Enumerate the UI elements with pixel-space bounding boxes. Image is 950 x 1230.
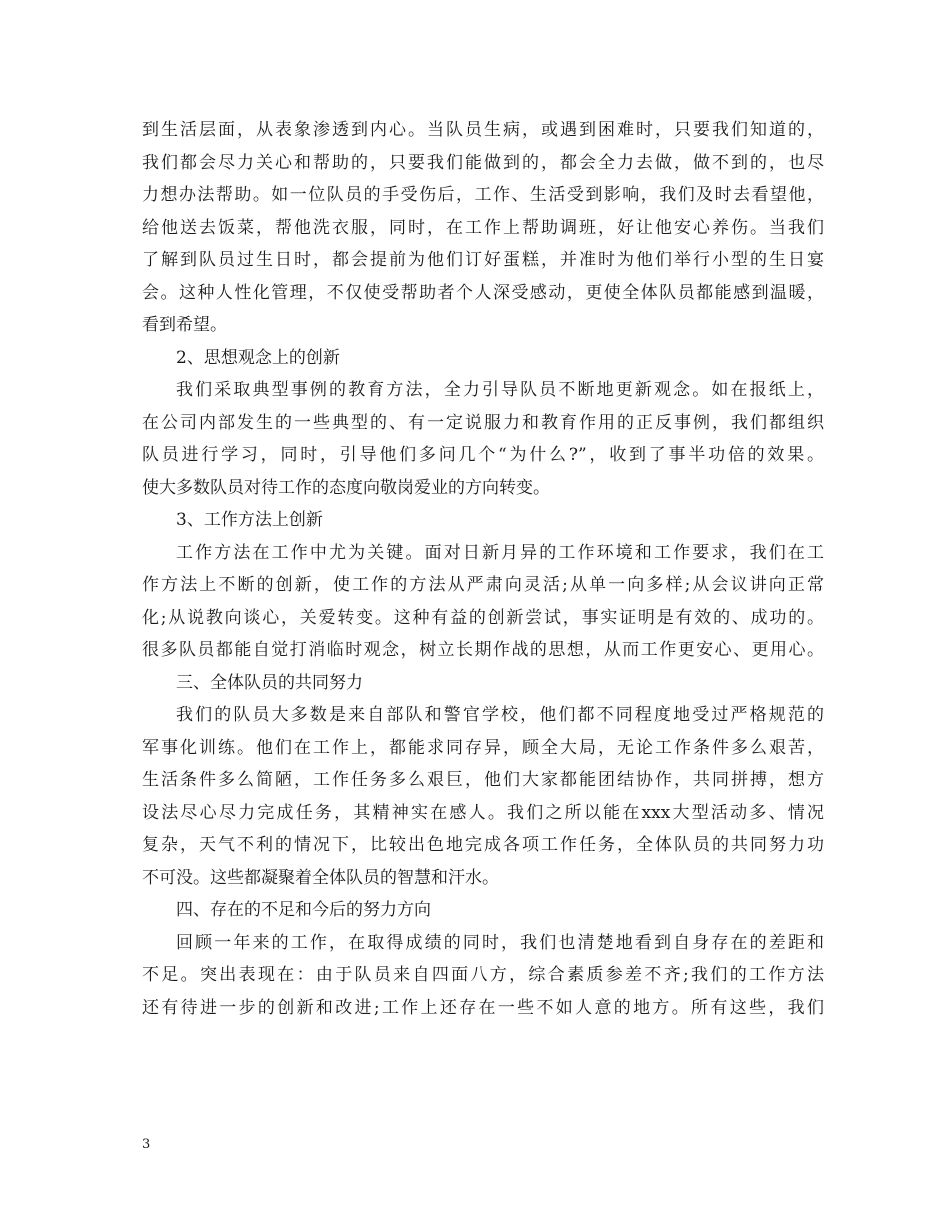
section-heading: 四、存在的不足和今后的努力方向 [176, 900, 431, 920]
text-line: 不可没。这些都凝聚着全体队员的智慧和汗水。 [142, 867, 499, 888]
text-line: 化;从说教向谈心，关爱转变。这种有益的创新尝试，事实证明是有效的、成功的。 [142, 607, 824, 628]
text-line: 了解到队员过生日时，都会提前为他们订好蛋糕，并准时为他们举行小型的生日宴 [142, 250, 824, 270]
text-line: 作方法上不断的创新，使工作的方法从严肃向灵活;从单一向多样;从会议讲向正常 [142, 575, 824, 595]
text-line: 看到希望。 [142, 315, 227, 335]
text-line: 工作方法在工作中尤为关键。面对日新月异的工作环境和工作要求，我们在工 [176, 542, 824, 563]
text-line: 力想办法帮助。如一位队员的手受伤后，工作、生活受到影响，我们及时去看望他， [142, 185, 824, 205]
text-line: 给他送去饭菜，帮他洗衣服，同时，在工作上帮助调班，好让他安心养伤。当我们 [142, 217, 824, 238]
text-line: 我们采取典型事例的教育方法，全力引导队员不断地更新观念。如在报纸上， [176, 380, 824, 400]
text-line: 会。这种人性化管理，不仅使受帮助者个人深受感动，更使全体队员都能感到温暖， [142, 282, 824, 303]
text-line: 复杂，天气不利的情况下，比较出色地完成各项工作任务，全体队员的共同努力功 [142, 835, 824, 855]
page-number: 3 [142, 1137, 151, 1152]
text-line: 很多队员都能自觉打消临时观念，树立长期作战的思想，从而工作更安心、更用心。 [142, 640, 824, 660]
text-line: 队员进行学习，同时，引导他们多问几个“为什么?”，收到了事半功倍的效果。 [142, 445, 824, 465]
text-line: 我们的队员大多数是来自部队和警官学校，他们都不同程度地受过严格规范的 [176, 705, 824, 725]
text-line: 生活条件多么简陋，工作任务多么艰巨，他们大家都能团结协作，共同拼搏，想方 [142, 770, 824, 790]
text-line: 使大多数队员对待工作的态度向敬岗爱业的方向转变。 [142, 477, 550, 498]
section-heading: 2、思想观念上的创新 [176, 347, 340, 368]
text-line: 军事化训练。他们在工作上，都能求同存异，顾全大局，无论工作条件多么艰苦， [142, 737, 824, 758]
text-line: 设法尽心尽力完成任务，其精神实在感人。我们之所以能在xxx大型活动多、情况 [142, 802, 824, 823]
text-line: 在公司内部发生的一些典型的、有一定说服力和教育作用的正反事例，我们都组织 [142, 412, 824, 433]
body-text [142, 114, 824, 1024]
text-line: 回顾一年来的工作，在取得成绩的同时，我们也清楚地看到自身存在的差距和 [176, 932, 824, 953]
section-heading: 3、工作方法上创新 [176, 510, 323, 530]
text-line: 还有待进一步的创新和改进;工作上还存在一些不如人意的地方。所有这些，我们 [142, 997, 824, 1018]
text-line: 不足。突出表现在：由于队员来自四面八方，综合素质参差不齐;我们的工作方法 [142, 965, 824, 985]
text-line: 到生活层面，从表象渗透到内心。当队员生病，或遇到困难时，只要我们知道的， [142, 120, 824, 140]
section-heading: 三、全体队员的共同努力 [176, 672, 363, 693]
text-line: 我们都会尽力关心和帮助的，只要我们能做到的，都会全力去做，做不到的，也尽 [142, 152, 824, 173]
